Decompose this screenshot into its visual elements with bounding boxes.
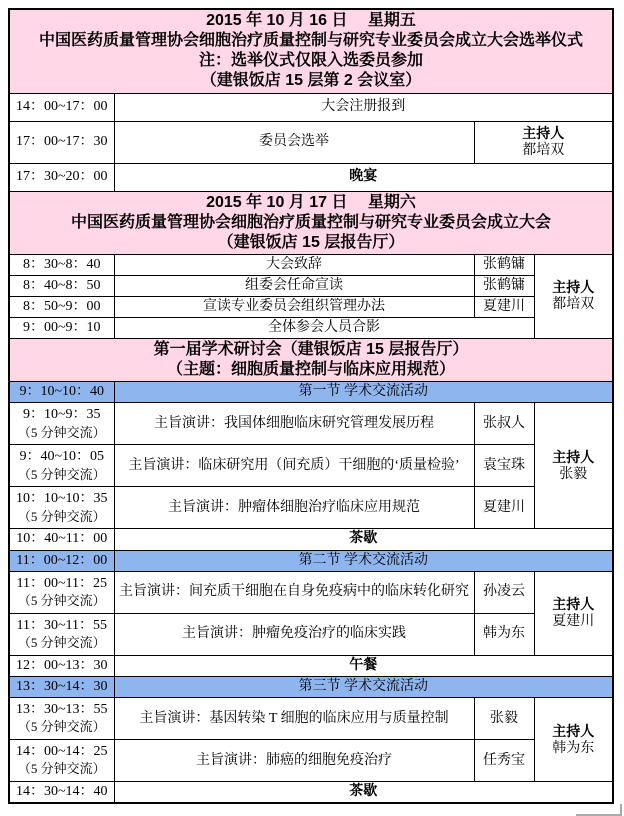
talk-title-cell: 主旨演讲：临床研究用（间充质）干细胞的‘质量检验’: [114, 445, 474, 487]
speaker-cell: 张鹤镛: [474, 275, 534, 296]
time-cell: [9, 571, 114, 613]
dinner-row: [9, 163, 613, 191]
symposium-header: [9, 339, 613, 382]
chair-label: 主持人: [552, 596, 595, 613]
chair-label: 主持人: [552, 279, 595, 296]
symposium-theme: （主题：细胞质量控制与临床应用规范）: [167, 361, 456, 379]
break-label-cell: 茶歇: [114, 782, 613, 804]
talk-time: 13：30~13：55: [15, 702, 108, 718]
day2-header-row: [9, 191, 613, 254]
chair-cell: [534, 403, 613, 529]
talk-row: [9, 698, 613, 740]
talk-time: 11：30~11：55: [16, 617, 108, 633]
talk-title-cell: 主旨演讲：基因转染 T 细胞的临床应用与质量控制: [114, 698, 474, 740]
talk-note: （5 分钟交流）: [17, 592, 106, 608]
time-cell: [9, 698, 114, 740]
opening-row: [9, 275, 613, 296]
day1-date: 2015 年 10 月 16 日 星期五: [206, 12, 416, 30]
event-cell: 委员会选举: [114, 121, 474, 163]
speaker-cell: 韩为东: [474, 613, 534, 655]
speaker-cell: 夏建川: [474, 487, 534, 529]
talk-time: 9：40~10：05: [19, 449, 105, 465]
break-row: [9, 529, 613, 550]
day1-venue: （建银饭店 15 层第 2 会议室）: [200, 72, 422, 90]
speaker-cell: 张鹤镛: [474, 254, 534, 275]
time-cell: [9, 740, 114, 782]
chair-name: 都培双: [552, 297, 595, 313]
talk-time: 11：00~11：25: [16, 575, 108, 591]
talk-row: [9, 571, 613, 613]
talk-note: （5 分钟交流）: [17, 508, 106, 524]
break-label-cell: 茶歇: [114, 529, 613, 550]
chair-name: 都培双: [522, 143, 565, 158]
speaker-cell: 夏建川: [474, 296, 534, 317]
talk-note: （5 分钟交流）: [17, 761, 106, 777]
talk-row: [9, 740, 613, 782]
talk-title-cell: 主旨演讲：肿瘤免疫治疗的临床实践: [114, 613, 474, 655]
chair-cell: [534, 698, 613, 782]
time-cell: [9, 613, 114, 655]
time-cell: 14：30~14：40: [9, 782, 114, 804]
talk-note: （5 分钟交流）: [17, 634, 106, 650]
table-resize-handle[interactable]: [576, 804, 622, 816]
event-cell: 大会注册报到: [114, 93, 613, 121]
session3-bar-row: [9, 677, 613, 698]
time-cell: 17：00~17：30: [9, 121, 114, 163]
session-time-cell: 11：00~12：00: [9, 550, 114, 571]
session1-bar-row: [9, 382, 613, 403]
session-time-cell: 13：30~14：30: [9, 677, 114, 698]
talk-title-cell: 主旨演讲：间充质干细胞在自身免疫病中的临床转化研究: [114, 571, 474, 613]
talk-note: （5 分钟交流）: [17, 719, 106, 735]
election-row: [9, 121, 613, 163]
session-title-cell: 第一节 学术交流活动: [114, 382, 613, 403]
day1-title: 中国医药质量管理协会细胞治疗质量控制与研究专业委员会成立大会选举仪式: [39, 32, 584, 50]
day2-header: [9, 191, 613, 254]
day2-venue: （建银饭店 15 层报告厅）: [217, 233, 405, 251]
time-cell: 8：50~9：00: [9, 296, 114, 317]
day1-note: 注：选举仪式仅限入选委员参加: [199, 52, 424, 70]
time-cell: 12：00~13：30: [9, 655, 114, 676]
chair-name: 张毅: [559, 466, 588, 482]
event-cell: 晚宴: [114, 163, 613, 191]
chair-cell: [474, 121, 613, 163]
time-cell: [9, 445, 114, 487]
lunch-row: [9, 655, 613, 676]
chair-cell: [534, 254, 613, 339]
talk-title-cell: 主旨演讲：我国体细胞临床研究管理发展历程: [114, 403, 474, 445]
time-cell: 10：40~11：00: [9, 529, 114, 550]
day2-date: 2015 年 10 月 17 日 星期六: [206, 193, 416, 211]
talk-time: 14：00~14：25: [15, 744, 108, 760]
session-time-cell: 9：10~10：40: [9, 382, 114, 403]
break-row: [9, 782, 613, 804]
chair-name: 夏建川: [552, 614, 595, 630]
time-cell: [9, 403, 114, 445]
session-title-cell: 第二节 学术交流活动: [114, 550, 613, 571]
talk-note: （5 分钟交流）: [17, 424, 106, 440]
talk-time: 9：10~9：35: [22, 407, 101, 423]
chair-name: 韩为东: [552, 740, 595, 756]
chair-cell: [534, 571, 613, 655]
symposium-title: 第一届学术研讨会（建银饭店 15 层报告厅）: [153, 341, 469, 359]
opening-row: [9, 296, 613, 317]
chair-label: 主持人: [552, 722, 595, 739]
event-cell: 全体参会人员合影: [114, 318, 534, 339]
time-cell: [9, 487, 114, 529]
talk-note: （5 分钟交流）: [17, 466, 106, 482]
event-cell: 宣读专业委员会组织管理办法: [114, 296, 474, 317]
talk-row: [9, 445, 613, 487]
talk-title-cell: 主旨演讲：肺癌的细胞免疫治疗: [114, 740, 474, 782]
talk-row: [9, 613, 613, 655]
speaker-cell: 张毅: [474, 698, 534, 740]
time-cell: 8：40~8：50: [9, 275, 114, 296]
time-cell: 14：00~17：00: [9, 93, 114, 121]
registration-row: [9, 93, 613, 121]
event-cell: 组委会任命宣读: [114, 275, 474, 296]
break-label-cell: 午餐: [114, 655, 613, 676]
symposium-header-row: [9, 339, 613, 382]
day2-title: 中国医药质量管理协会细胞治疗质量控制与研究专业委员会成立大会: [71, 213, 552, 231]
speaker-cell: 孙凌云: [474, 571, 534, 613]
time-cell: 17：30~20：00: [9, 163, 114, 191]
talk-time: 10：10~10：35: [15, 491, 108, 507]
chair-label: 主持人: [552, 448, 595, 465]
time-cell: 9：00~9：10: [9, 318, 114, 339]
day1-header-row: [9, 9, 613, 93]
talk-title-cell: 主旨演讲：肿瘤体细胞治疗临床应用规范: [114, 487, 474, 529]
talk-row: [9, 403, 613, 445]
session2-bar-row: [9, 550, 613, 571]
day1-header: [9, 9, 613, 93]
opening-row: [9, 318, 613, 339]
time-cell: 8：30~8：40: [9, 254, 114, 275]
session-title-cell: 第三节 学术交流活动: [114, 677, 613, 698]
talk-row: [9, 487, 613, 529]
speaker-cell: 张叔人: [474, 403, 534, 445]
conference-schedule-table: [8, 8, 614, 804]
opening-row: [9, 254, 613, 275]
event-cell: 大会致辞: [114, 254, 474, 275]
chair-label: 主持人: [522, 124, 565, 141]
speaker-cell: 任秀宝: [474, 740, 534, 782]
speaker-cell: 袁宝珠: [474, 445, 534, 487]
